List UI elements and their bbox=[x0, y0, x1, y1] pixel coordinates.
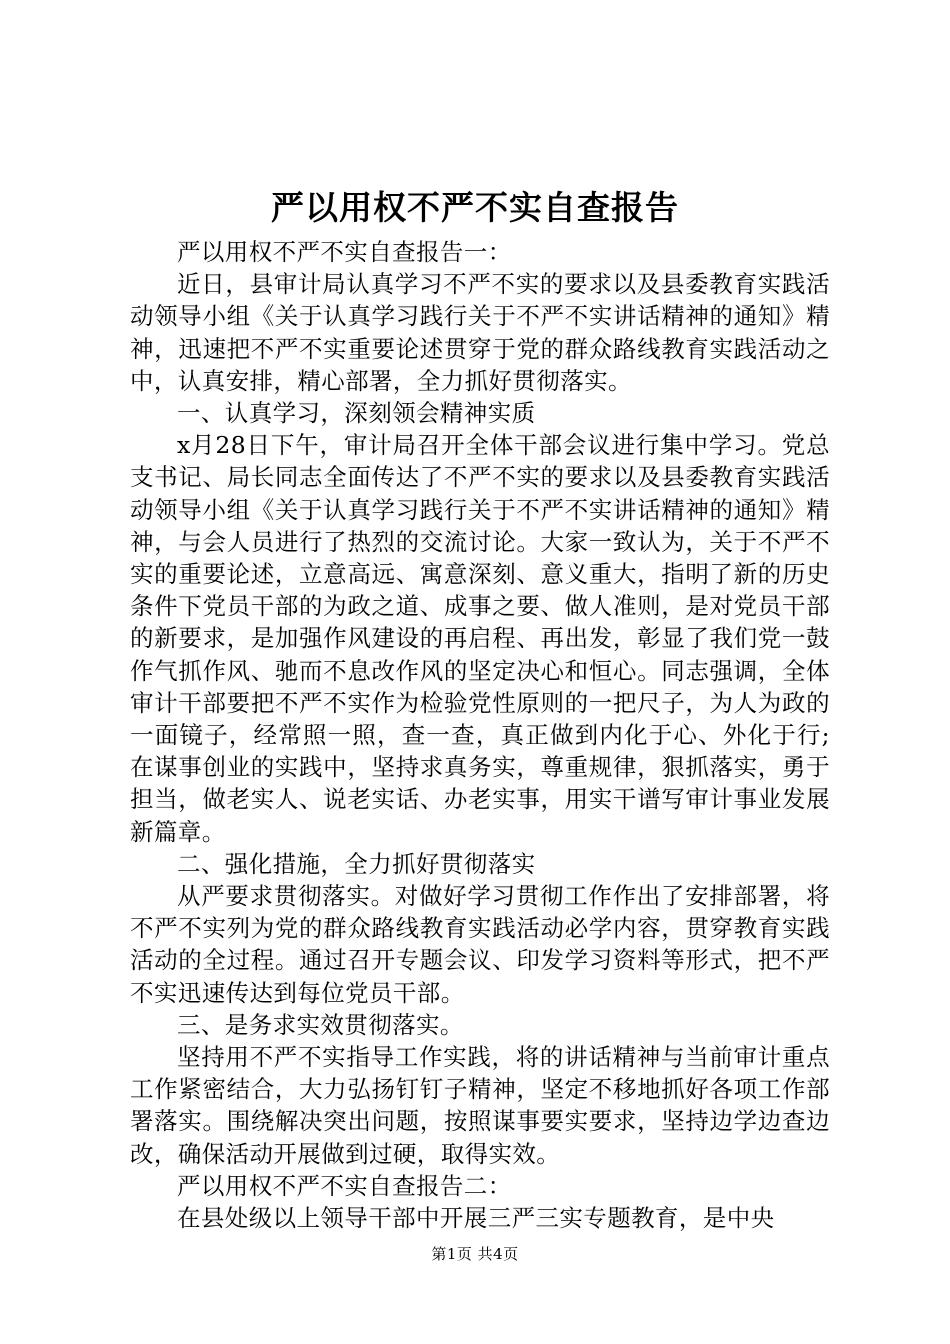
document-body bbox=[130, 236, 830, 1234]
section-heading-three: 三、是务求实效贯彻落实。 bbox=[177, 1010, 464, 1039]
paragraph-intro: 近日，县审计局认真学习不严不实的要求以及县委教育实践活动领导小组《关于认真学习践行关于不严不实讲话精神的通知》精神，迅速把不严不实重要论述贯穿于党的群众路线教育实践活动之中，认真安排，精心部署，全力抓好贯彻落实。 bbox=[130, 270, 830, 395]
page-footer: 第1页 共4页 bbox=[431, 1245, 519, 1263]
paragraph-practice: 坚持用不严不实指导工作实践，将的讲话精神与当前审计重点工作紧密结合，大力弘扬钉钉子精神，坚定不移地抓好各项工作部署落实。围绕解决突出问题，按照谋事要实要求，坚持边学边查边改，确保活动开展做到过硬，取得实效。 bbox=[130, 1043, 830, 1168]
section-heading-two: 二、强化措施，全力抓好贯彻落实 bbox=[177, 849, 536, 878]
paragraph-report-one-heading: 严以用权不严不实自查报告一： bbox=[177, 238, 512, 266]
section-heading-one: 一、认真学习，深刻领会精神实质 bbox=[177, 399, 536, 428]
paragraph-measures: 从严要求贯彻落实。对做好学习贯彻工作作出了安排部署，将不严不实列为党的群众路线教育实践活动必学内容，贯穿教育实践活动的全过程。通过召开专题会议、印发学习资料等形式，把不严不实迅速传达到每位党员干部。 bbox=[130, 882, 830, 1007]
paragraph-report-two-start: 在县处级以上领导干部中开展三严三实专题教育，是中央 bbox=[177, 1204, 775, 1233]
paragraph-report-two-heading: 严以用权不严不实自查报告二： bbox=[177, 1171, 512, 1200]
paragraph-study-meeting: x月28日下午，审计局召开全体干部会议进行集中学习。党总支书记、局长同志全面传达了不严不实的要求以及县委教育实践活动领导小组《关于认真学习践行关于不严不实讲话精神的通知》精神，与会人员进行了热烈的交流讨论。大家一致认为，关于不严不实的重要论述，立意高远、寓意深刻、意义重大，指明了新的历史条件下党员干部的为政之道、成事之要、做人准则，是对党员干部的新要求，是加强作风建设的再启程、再出发，彰显了我们党一鼓作气抓作风、驰而不息改作风的坚定决心和恒心。同志强调，全体审计干部要把不严不实作为检验党性原则的一把尺子，为人为政的一面镜子，经常照一照，查一查，真正做到内化于心、外化于行;在谋事创业的实践中，坚持求真务实，尊重规律，狠抓落实，勇于担当，做老实人、说老实话、办老实事，用实干谱写审计事业发展新篇章。 bbox=[130, 431, 830, 846]
document-title: 严以用权不严不实自查报告 bbox=[271, 188, 679, 227]
